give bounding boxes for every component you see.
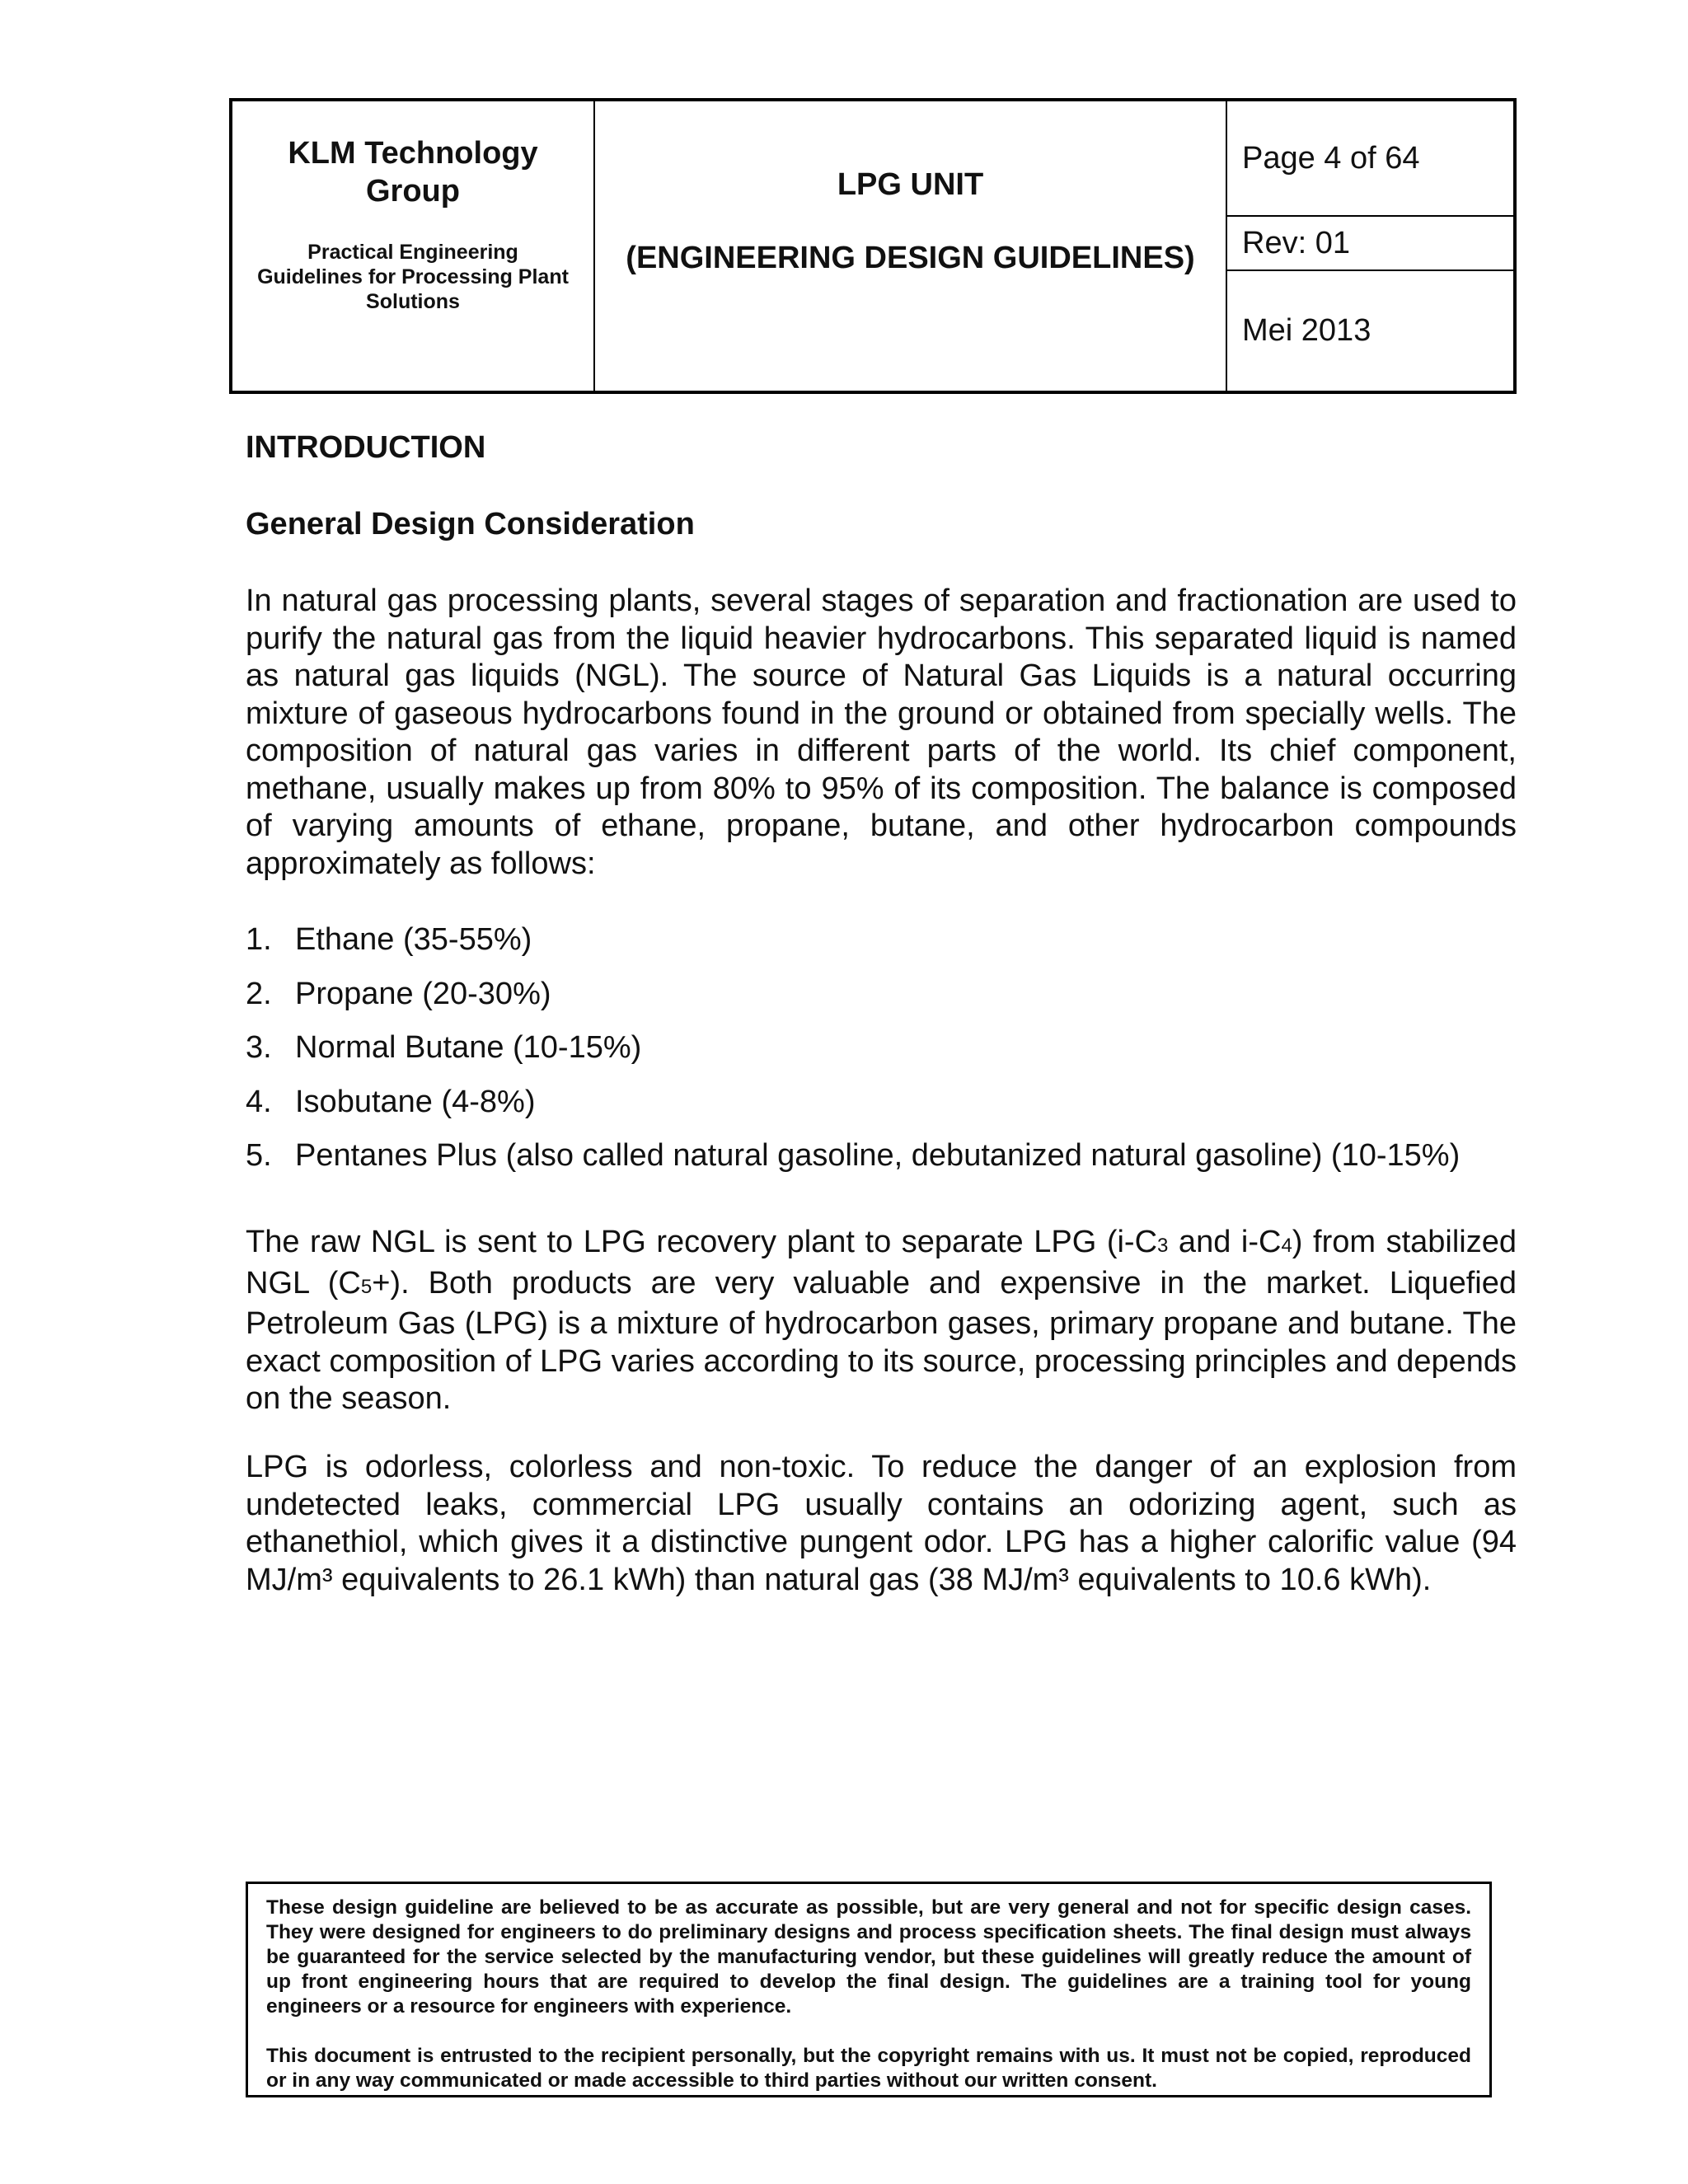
document-header — [229, 98, 1517, 394]
ngl-sub2: 4 — [1281, 1235, 1292, 1257]
company-name-line1: KLM Technology — [288, 136, 538, 171]
page-number: Page 4 of 64 — [1227, 101, 1513, 217]
company-name-line2: Group — [366, 174, 460, 209]
section-heading: INTRODUCTION — [246, 430, 486, 465]
list-text: Propane (20-30%) — [295, 976, 551, 1011]
ngl-text-a: The raw NGL is sent to LPG recovery plant to separate LPG (i-C — [246, 1225, 1158, 1259]
list-number: 2. — [246, 976, 272, 1011]
list-text: Ethane (35-55%) — [295, 922, 532, 957]
copyright-notice: This document is entrusted to the recipient personally, but the copyright remains with us. It must not be copied, reproduced or in any way communicated or made accessible to third parties without our written consent. — [266, 2045, 1471, 2092]
document-subtitle: (ENGINEERING DESIGN GUIDELINES) — [626, 241, 1195, 275]
component-list — [246, 921, 1460, 1192]
list-item — [246, 921, 1460, 976]
list-item — [246, 1137, 1460, 1192]
ngl-sub1: 3 — [1157, 1235, 1169, 1257]
subsection-heading: General Design Consideration — [246, 507, 695, 541]
title-block — [595, 101, 1227, 391]
ngl-text-c: ) from stabilized NGL (C — [246, 1225, 1517, 1301]
list-text: Pentanes Plus (also called natural gasoline, debutanized natural gasoline) (10-15%) — [295, 1138, 1461, 1173]
list-number: 1. — [246, 922, 272, 957]
document-date: Mei 2013 — [1242, 313, 1372, 348]
list-text: Normal Butane (10-15%) — [295, 1030, 642, 1065]
lpg-paragraph: LPG is odorless, colorless and non-toxic. To reduce the danger of an explosion from undetected leaks, commercial LPG usually contains an odorizing agent, such as ethanethiol, which gives it a distinctive pungent odor. LPG has a higher calorific value (94 MJ/m³ equivalents to 26.1 kWh) than natural gas (38 MJ/m³ equivalents to 10.6 kWh). — [246, 1450, 1517, 1597]
list-text: Isobutane (4-8%) — [295, 1084, 536, 1119]
company-tagline — [232, 240, 593, 314]
list-item — [246, 1029, 1460, 1084]
revision: Rev: 01 — [1227, 217, 1513, 271]
list-item — [246, 1084, 1460, 1138]
disclaimer-box — [246, 1882, 1492, 2097]
tagline-line2: Guidelines for Processing Plant — [257, 265, 569, 288]
disclaimer-text: These design guideline are believed to be as accurate as possible, but are very general and not for specific design cases. They were designed for engineers to do preliminary designs and process specification sheets. The final design must always be guaranteed for the service selected by the manufacturing vendor, but these guidelines will greatly reduce the amount of up front engineering hours that are required to develop the final design. The guidelines are a training tool for young engineers or a resource for engineers with experience. — [266, 1896, 1471, 2018]
list-number: 4. — [246, 1084, 272, 1119]
ngl-sub3: 5 — [360, 1275, 373, 1298]
intro-paragraph: In natural gas processing plants, several stages of separation and fractionation are used to purify the natural gas from the liquid heavier hydrocarbons. This separated liquid is named as natural gas liquids (NGL). The source of Natural Gas Liquids is a natural occurring mixture of gaseous hydrocarbons found in the ground or obtained from specially wells. The composition of natural gas varies in different parts of the world. Its chief component, methane, usually makes up from 80% to 95% of its composition. The balance is composed of varying amounts of ethane, propane, butane, and other hydrocarbon compounds approximately as follows: — [246, 583, 1517, 881]
company-block — [232, 101, 595, 391]
document-title: LPG UNIT — [837, 167, 984, 202]
list-item — [246, 976, 1460, 1030]
ngl-paragraph — [246, 1224, 1517, 1418]
company-name — [232, 134, 593, 210]
tagline-line3: Solutions — [366, 290, 460, 313]
ngl-text-b: and i-C — [1168, 1225, 1282, 1259]
ngl-text-d: +). Both products are very valuable and expensive in the market. Liquefied Petroleum Gas (LPG) is a mixture of hydrocarbon gases, primary propane and butane. The exact composition of LPG varies according to its source, processing principles and depends on the season. — [246, 1265, 1517, 1416]
tagline-line1: Practical Engineering — [307, 241, 518, 264]
list-number: 3. — [246, 1030, 272, 1065]
meta-block — [1227, 101, 1513, 391]
list-number: 5. — [246, 1138, 272, 1173]
